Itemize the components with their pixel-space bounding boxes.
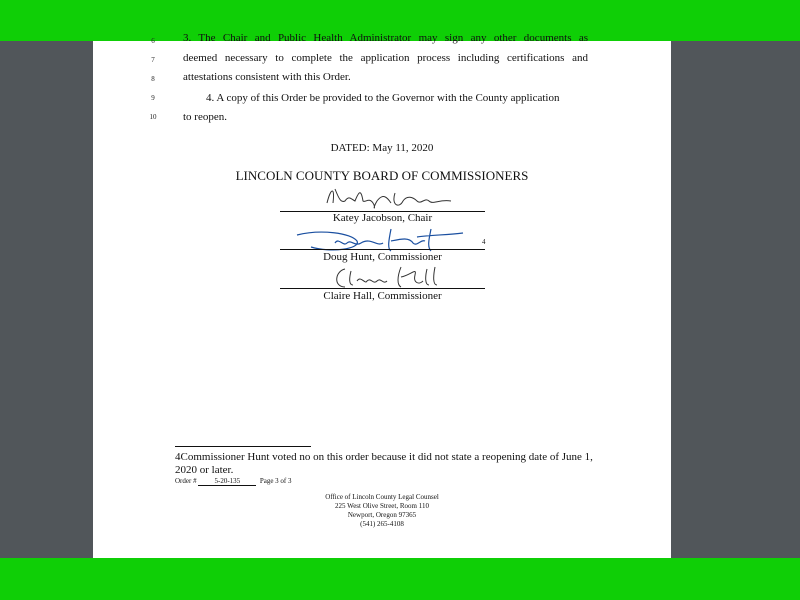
line-number: 6 — [151, 37, 155, 45]
order-number: 5-20-135 — [198, 477, 256, 486]
footnote-text: 4Commissioner Hunt voted no on this order because it did not state a reopening date of June 1, — [175, 451, 593, 463]
signature-katey-jacobson — [321, 183, 461, 213]
item-3-end: attestations consistent with this Order. — [183, 71, 351, 83]
item-3-text: 3. The Chair and Public Health Administrator may sign any other documents as — [183, 32, 588, 44]
office-city: Newport, Oregon 97365 — [347, 511, 417, 519]
office-address: 225 West Olive Street, Room 110 — [335, 502, 429, 510]
order-number-line — [175, 477, 292, 486]
line-number: 8 — [151, 75, 155, 83]
signatory-name: Katey Jacobson, Chair — [332, 212, 433, 224]
signatory-name: Doug Hunt, Commissioner — [323, 251, 442, 263]
office-phone: (541) 265-4108 — [360, 520, 404, 528]
signature-claire-hall — [331, 263, 451, 291]
signature-line — [280, 288, 485, 289]
bottom-green-band — [0, 558, 800, 600]
dated-line: DATED: May 11, 2020 — [330, 142, 434, 154]
signature-line — [280, 249, 485, 250]
footnote-reference: 4 — [482, 238, 486, 246]
line-number: 10 — [149, 113, 157, 121]
footnote-text-continued: 2020 or later. — [175, 464, 234, 476]
page-indicator: Page 3 of 3 — [259, 477, 292, 485]
order-label: Order # — [175, 477, 197, 485]
office-name: Office of Lincoln County Legal Counsel — [325, 493, 439, 501]
signatory-name: Claire Hall, Commissioner — [323, 290, 442, 302]
line-number: 7 — [151, 56, 155, 64]
item-3-continued: deemed necessary to complete the application process including certifications and — [183, 52, 588, 64]
item-4-end: to reopen. — [183, 111, 227, 123]
board-title: LINCOLN COUNTY BOARD OF COMMISSIONERS — [235, 168, 529, 183]
footnote-rule — [175, 446, 311, 447]
line-number: 9 — [151, 94, 155, 102]
item-4-text: 4. A copy of this Order be provided to the Governor with the County application — [206, 92, 560, 104]
document-page — [93, 32, 671, 558]
